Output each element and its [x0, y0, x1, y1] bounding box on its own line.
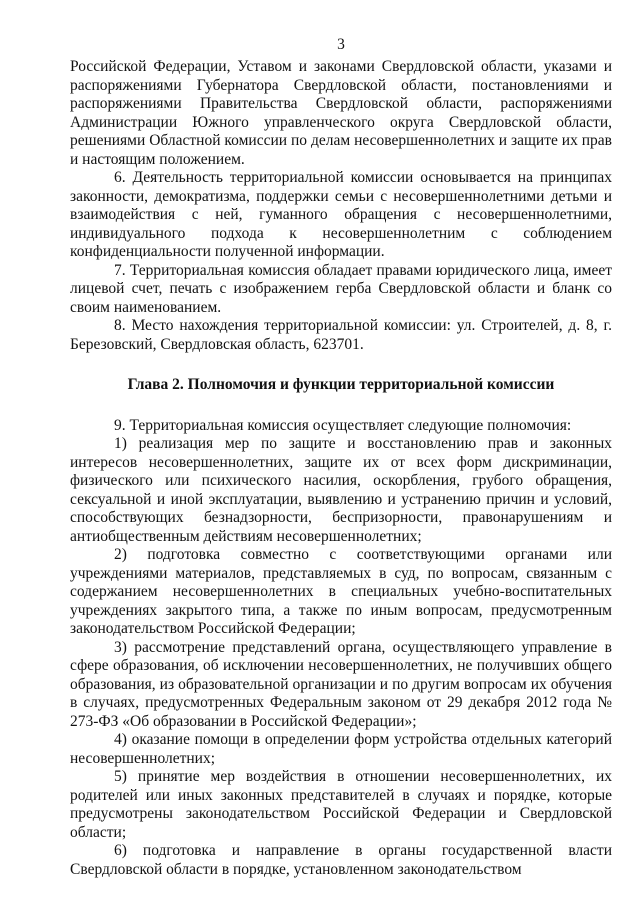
chapter-heading: Глава 2. Полномочия и функции территориальной комиссии	[127, 376, 555, 393]
item-1: 1) реализация мер по защите и восстановлению прав и законных интересов несовершеннолетних, защите их от всех форм дискриминации, физического или психического насилия, оскорбления, грубого обращения, сексуальной и иной эксплуатации, выявлению и устранению причин и условий, способствующих безнадзорности, беспризорности, правонарушениям и антиобщественным действиям несовершеннолетних;	[70, 435, 612, 545]
paragraph-9: 9. Территориальная комиссия осуществляет следующие полномочия:	[114, 416, 572, 434]
item-4: 4) оказание помощи в определении форм устройства отдельных категорий несовершеннолетних;	[70, 731, 612, 767]
paragraph-7: 7. Территориальная комиссия обладает правами юридического лица, имеет лицевой счет, печать с изображением герба Свердловской области и бланк со своим наименованием.	[70, 261, 612, 316]
paragraph-5-continuation: Российской Федерации, Уставом и законами Свердловской области, указами и распоряжениями Губернатора Свердловской области, постановлениями и распоряжениями Правительства Свердловской области, распоряжениями Администрации Южного управленческого округа Свердловской области, решениями Областной комиссии по делам несовершеннолетних и защите их прав и настоящим положением.	[70, 58, 612, 168]
page-number: 3	[337, 36, 345, 53]
paragraph-8: 8. Место нахождения территориальной комиссии: ул. Строителей, д. 8, г. Березовский, Свердловская область, 623701.	[70, 317, 612, 353]
document-page	[70, 0, 612, 905]
item-6: 6) подготовка и направление в органы государственной власти Свердловской области в порядке, установленном законодательством	[70, 842, 612, 878]
paragraph-6: 6. Деятельность территориальной комиссии основывается на принципах законности, демократизма, поддержки семьи с несовершеннолетними детьми и взаимодействия с ней, гуманного обращения с несовершеннолетними, индивидуального подхода к несовершеннолетним с соблюдением конфиденциальности полученной информации.	[70, 169, 612, 260]
item-3: 3) рассмотрение представлений органа, осуществляющего управление в сфере образования, об исключении несовершеннолетних, не получивших общего образования, из образовательной организации и по другим вопросам их обучения в случаях, предусмотренных Федеральным законом от 29 декабря 2012 года № 273-ФЗ «Об образовании в Российской Федерации»;	[70, 638, 612, 730]
document-body	[70, 58, 612, 879]
item-5: 5) принятие мер воздействия в отношении несовершеннолетних, их родителей или иных законных представителей в случаях и порядке, которые предусмотрены законодательством Российской Федерации и Свердловской области;	[70, 768, 612, 841]
item-2: 2) подготовка совместно с соответствующими органами или учреждениями материалов, представляемых в суд, по вопросам, связанным с содержанием несовершеннолетних в специальных учебно-воспитательных учреждениях закрытого типа, а также по иным вопросам, предусмотренным законодательством Российской Федерации;	[70, 546, 612, 637]
